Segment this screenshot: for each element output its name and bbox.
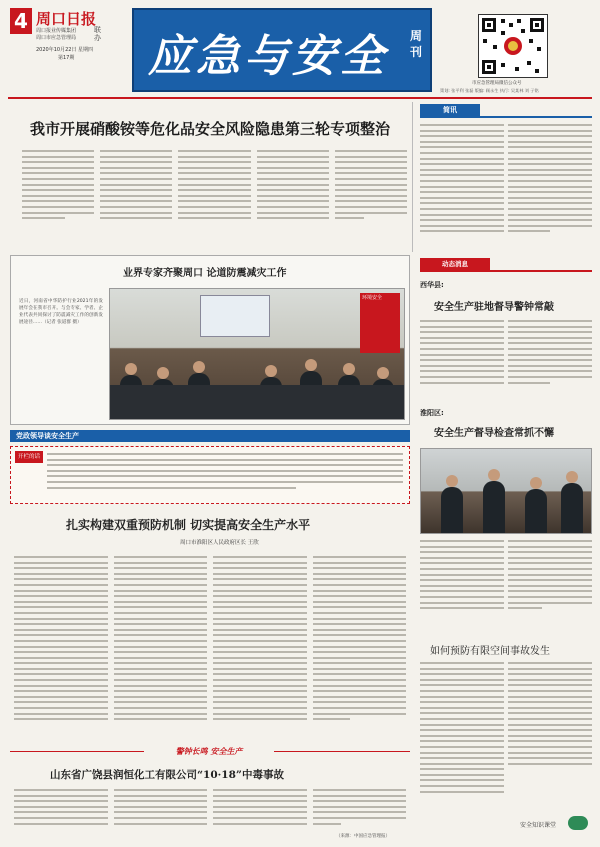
warning-body — [14, 789, 406, 833]
feature-intro-text — [47, 453, 403, 492]
lead-body — [22, 150, 407, 245]
banner-title: 应急与安全 — [148, 31, 388, 82]
feature-byline: 周口市淮阳区人民政府区长 王欣 — [180, 540, 259, 546]
conference-table — [110, 385, 405, 420]
block1-col-2 — [508, 320, 592, 387]
feature-headline: 扎实构建双重预防机制 切实提高安全生产水平 — [66, 518, 311, 532]
lightbulb-icon — [568, 816, 588, 830]
qr-pattern-icon — [479, 15, 547, 77]
safety-tip-sub: 安全知识课堂 — [520, 822, 557, 829]
news-brief — [420, 104, 592, 254]
warning-col-4 — [313, 789, 407, 833]
meeting-photo — [109, 288, 405, 420]
tagline-1: 周口报业传媒集团 — [36, 28, 77, 34]
inspector — [525, 489, 547, 533]
photo-story-caption: 近日，河南省中华防护行业2021年的发展年会在我市召开。与会专家、学者、企业代表共同探讨了防震减灾工作的创新发展途径……（记者 张道群 摄） — [19, 299, 103, 325]
photo-story-headline: 业界专家齐聚周口 论道防震减灾工作 — [123, 268, 287, 279]
inspector — [441, 487, 463, 533]
safety-tip — [420, 640, 592, 840]
block2-location: 淮阳区: — [420, 409, 444, 417]
block1-headline: 安全生产驻地督导警钟常敲 — [434, 302, 554, 313]
qr-caption: 市应急管理局微信公众号 — [472, 81, 522, 86]
page-number: 4 — [10, 8, 32, 34]
dynamics-rule — [420, 270, 592, 272]
inspector — [561, 483, 583, 533]
warning-section-label: 警钟长鸣 安全生产 — [144, 745, 274, 759]
credits: 策划: 张平利 张磊 版编: 顾永生 执行: 吴某林 刘 子铭 — [440, 88, 539, 93]
block2-col-1 — [420, 540, 504, 613]
banner-sub: 周刊 — [410, 29, 423, 59]
block1-location: 西华县: — [420, 281, 444, 289]
safety-tip-headline: 如何预防有限空间事故发生 — [430, 646, 550, 657]
dynamics-section — [420, 258, 592, 628]
lead-col-2 — [100, 150, 172, 245]
photo-story — [10, 255, 410, 425]
paper-name: 周口日报 — [36, 10, 97, 28]
warning-col-1 — [14, 789, 108, 833]
warning-col-2 — [114, 789, 208, 833]
feature-intro-box — [10, 446, 410, 504]
safety-tip-col-2 — [508, 662, 592, 768]
photo-story-caption-box — [19, 298, 103, 413]
lead-headline: 我市开展硝酸铵等危化品安全风险隐患第三轮专项整治 — [30, 120, 391, 138]
issue-date: 2020年10月22日 星期四 — [36, 47, 94, 53]
masthead-rule — [8, 97, 592, 99]
block2-headline: 安全生产督导检查常抓不懈 — [434, 428, 554, 439]
tagline-2: 周口市应急管理局 — [36, 35, 77, 41]
news-brief-col-1 — [420, 124, 504, 236]
lead-col-4 — [257, 150, 329, 245]
block1-col-1 — [420, 320, 504, 387]
news-brief-label: 简讯 — [420, 104, 480, 116]
feature-section-bar — [10, 430, 410, 442]
warning-col-3 — [213, 789, 307, 833]
dynamics-label: 动态消息 — [420, 258, 490, 270]
feature-col-2 — [114, 556, 208, 740]
feature-tag: 开栏的话 — [15, 451, 43, 463]
warning-headline: 山东省广饶县润恒化工有限公司“10·18”中毒事故 — [50, 769, 284, 781]
feature-section-label: 党政领导谈安全生产 — [16, 432, 79, 440]
inspector — [483, 481, 505, 533]
feature-body — [14, 556, 406, 740]
feature-col-3 — [213, 556, 307, 740]
block2-col-2 — [508, 540, 592, 613]
masthead-left — [10, 6, 150, 86]
tagline-join: 联办 — [94, 26, 101, 42]
projection-screen — [200, 295, 270, 337]
safety-tip-col-1 — [420, 662, 504, 796]
photo-banner: 环境安全 — [360, 293, 400, 353]
news-brief-col-2 — [508, 124, 592, 236]
masthead-banner — [132, 8, 432, 92]
column-divider — [412, 102, 413, 252]
qr-code — [478, 14, 548, 78]
lead-col-3 — [178, 150, 250, 245]
news-brief-rule — [420, 116, 592, 118]
warning-section — [10, 745, 410, 843]
lead-col-5 — [335, 150, 407, 245]
lead-col-1 — [22, 150, 94, 245]
warning-source: （来源：中国应急管理报） — [336, 834, 390, 839]
feature-col-1 — [14, 556, 108, 740]
issue-number: 第17期 — [58, 55, 75, 61]
inspection-photo — [420, 448, 592, 534]
feature-col-4 — [313, 556, 407, 740]
